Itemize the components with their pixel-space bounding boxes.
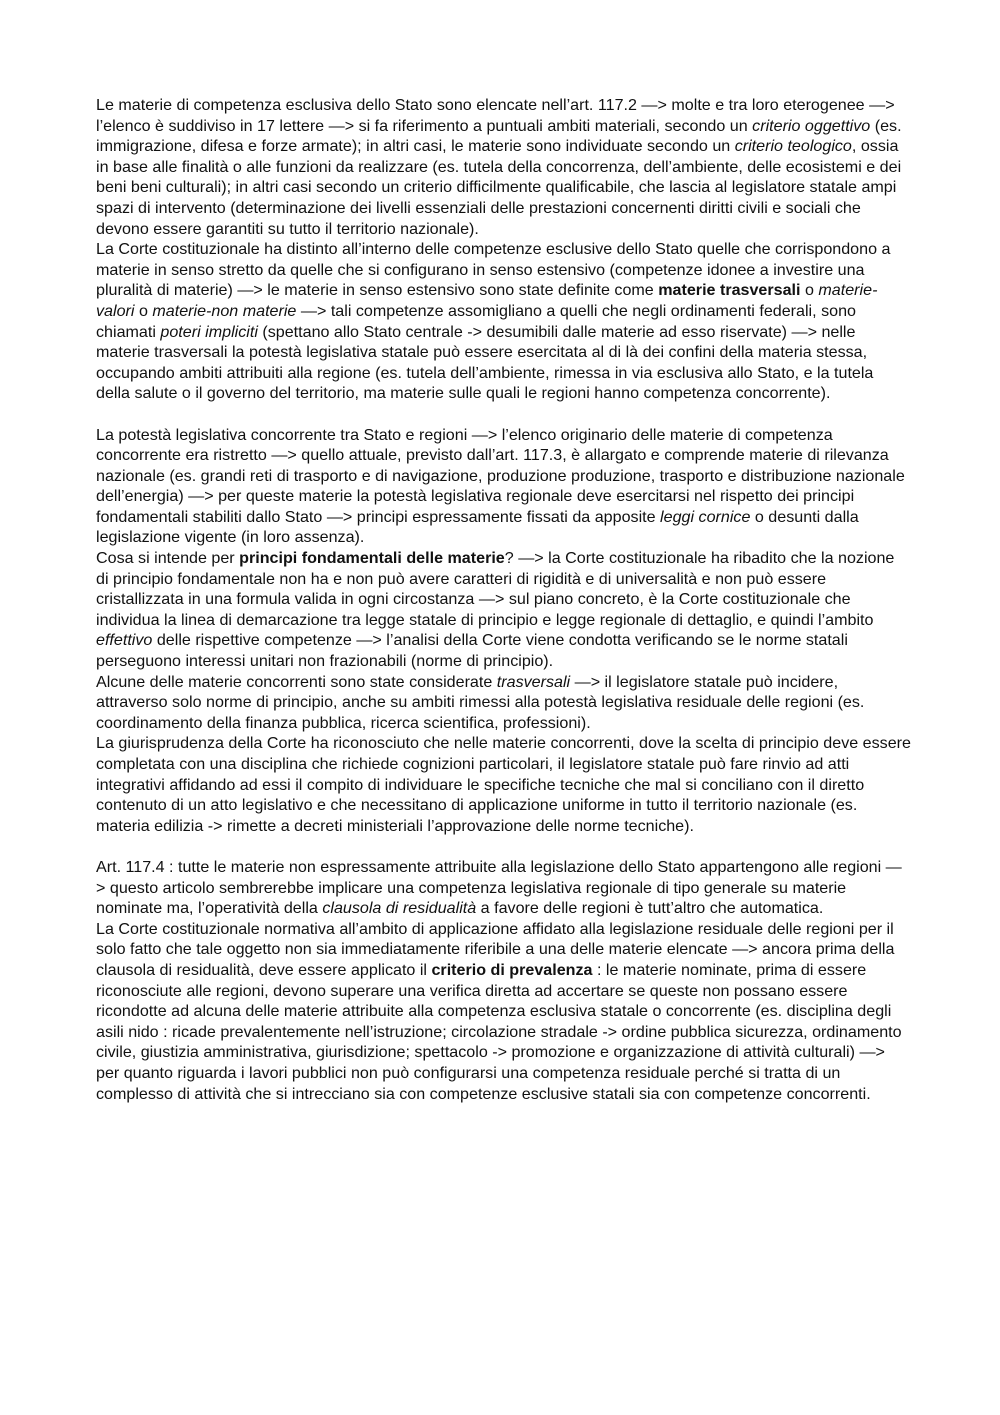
paragraph bbox=[96, 239, 911, 404]
text-run: Art. 117.4 : tutte le materie non espressamente attribuite alla legislazione dello Stato appartengono alle regioni —> questo articolo sembrerebbe implicare una competenza legislativa regionale di tipo generale su materie nominate ma, l’operatività della bbox=[96, 857, 902, 918]
text-run: —> tali competenze assomigliano a quelli che negli ordinamenti federali, sono chiamati bbox=[96, 301, 856, 341]
text-run: delle rispettive competenze —> l’analisi della Corte viene condotta verificando se le norme statali perseguono interessi unitari non frazionabili (norme di principio). bbox=[96, 631, 848, 671]
paragraph bbox=[96, 919, 911, 1104]
italic-term: materie-valori bbox=[96, 281, 878, 320]
document-page bbox=[96, 95, 911, 1104]
italic-term: leggi cornice bbox=[660, 507, 751, 526]
italic-term: effettivo bbox=[96, 631, 153, 650]
paragraph-spacer bbox=[96, 404, 911, 425]
text-run: La Corte costituzionale normativa all’ambito di applicazione affidato alla legislazione residuale delle regioni per il solo fatto che tale oggetto non sia immediatamente riferibile a una delle materie elencate —> ancora prima della clausola di residualità, deve essere applicato il bbox=[96, 919, 895, 979]
text-run: La Corte costituzionale ha distinto all’interno delle competenze esclusive dello Stato quelle che corrispondono a materie in senso stretto da quelle che si configurano in senso estensivo (competenze idonee a investire una pluralità di materie) —> le materie in senso estensivo sono state definite come bbox=[96, 240, 891, 300]
text-run: Cosa si intende per bbox=[96, 549, 240, 568]
text-run: ? —> la Corte costituzionale ha ribadito che la nozione di principio fondamentale non ha e non può avere caratteri di rigidità e di universalità e non può essere cristallizzata in una formula valida in ogni circostanza —> sul piano concreto, è la Corte costituzionale che individua la linea di demarcazione tra legge statale di principio e legge regionale di dettaglio, e quindi l’ambito bbox=[96, 549, 895, 629]
paragraph-spacer bbox=[96, 836, 911, 857]
text-run: (es. immigrazione, difesa e forze armate); in altri casi, le materie sono individuate secondo un bbox=[96, 116, 902, 156]
text-run: o desunti dalla legislazione vigente (in loro assenza). bbox=[96, 507, 859, 547]
italic-term: clausola di residualità bbox=[322, 899, 477, 918]
italic-term: trasversali bbox=[496, 672, 571, 691]
bold-term: materie trasversali bbox=[658, 281, 801, 300]
italic-term: poteri impliciti bbox=[160, 322, 258, 341]
italic-term: criterio oggettivo bbox=[752, 116, 871, 135]
text-run: (spettano allo Stato centrale -> desumibili dalle materie ad esso riservate) —> nelle materie trasversali la potestà legislativa statale può essere esercitata al di là dei confini della materia stessa, occupando ambiti attribuiti alla regione (es. tutela dell’ambiente, rimessa in via esclusiva allo Stato, e la tutela della salute o il governo del territorio, ma materie sulle quali le regioni hanno competenza concorrente). bbox=[96, 322, 874, 403]
text-run: Alcune delle materie concorrenti sono state considerate bbox=[96, 672, 497, 691]
paragraph bbox=[96, 95, 911, 239]
italic-term: materie-non materie bbox=[152, 301, 297, 320]
italic-term: criterio teologico bbox=[734, 137, 852, 156]
paragraph bbox=[96, 672, 911, 734]
bold-term: criterio di prevalenza bbox=[431, 960, 593, 979]
text-run: o bbox=[134, 301, 153, 320]
text-run: Le materie di competenza esclusiva dello Stato sono elencate nell’art. 117.2 —> molte e tra loro eterogenee —> l’elenco è suddiviso in 17 lettere —> si fa riferimento a puntuali ambiti materiali, secondo un bbox=[96, 96, 895, 135]
text-run: La giurisprudenza della Corte ha riconosciuto che nelle materie concorrenti, dove la scelta di principio deve essere completata con una disciplina che richiede cognizioni particolari, il legislatore statale può fare rinvio ad atti integrativi affidando ad essi il compito di individuare le specifiche tecniche che mal si conciliano con il diretto contenuto di un atto legislativo e che necessitano di applicazione uniforme in tutto il territorio nazionale (es. materia edilizia -> rimette a decreti ministeriali l’approvazione delle norme tecniche). bbox=[96, 734, 911, 835]
text-run: —> il legislatore statale può incidere, attraverso solo norme di principio, anche su ambiti rimessi alla potestà legislativa residuale delle regioni (es. coordinamento della finanza pubblica, ricerca scientifica, professioni). bbox=[96, 672, 865, 732]
paragraph bbox=[96, 733, 911, 836]
paragraph bbox=[96, 857, 911, 919]
paragraph bbox=[96, 548, 911, 672]
bold-term: principi fondamentali delle materie bbox=[239, 549, 505, 568]
text-run: La potestà legislativa concorrente tra Stato e regioni —> l’elenco originario delle materie di competenza concorrente era ristretto —> quello attuale, previsto dall’art. 117.3, è allargato e comprende materie di rilevanza nazionale (es. grandi reti di trasporto e di navigazione, produzione produzione, trasporto e distribuzione nazionale dell’energia) —> per queste materie la potestà legislativa regionale deve esercitarsi nel rispetto dei principi fondamentali stabiliti dallo Stato —> principi espressamente fissati da apposite bbox=[96, 425, 905, 526]
paragraph bbox=[96, 425, 911, 549]
text-run: o bbox=[800, 281, 819, 300]
text-run: a favore delle regioni è tutt’altro che automatica. bbox=[476, 899, 824, 918]
text-run: : le materie nominate, prima di essere riconosciute alle regioni, devono superare una verifica diretta ad accertare se queste non possano essere ricondotte ad alcuna delle materie attribuite alla competenza esclusiva statale o concorrente (es. disciplina degli asili nido : ricade prevalentemente nell’istruzione; circolazione stradale -> ordine pubblica sicurezza, ordinamento civile, giustizia amministrativa, giurisdizione; spettacolo -> promozione e organizzazione di attività culturali) —> per quanto riguarda i lavori pubblici non può configurarsi una competenza residuale perché si tratta di un complesso di attività che si intrecciano sia con competenze esclusive statali sia con competenze concorrenti. bbox=[96, 960, 902, 1103]
text-run: , ossia in base alle finalità o alle funzioni da realizzare (es. tutela della concorrenza, dell’ambiente, delle ecosistemi e dei beni beni culturali); in altri casi secondo un criterio difficilmente qualificabile, che lascia al legislatore statale ampi spazi di intervento (determinazione dei livelli essenziali delle prestazioni concernenti diritti civili e sociali che devono essere garantiti su tutto il territorio nazionale). bbox=[96, 137, 902, 238]
